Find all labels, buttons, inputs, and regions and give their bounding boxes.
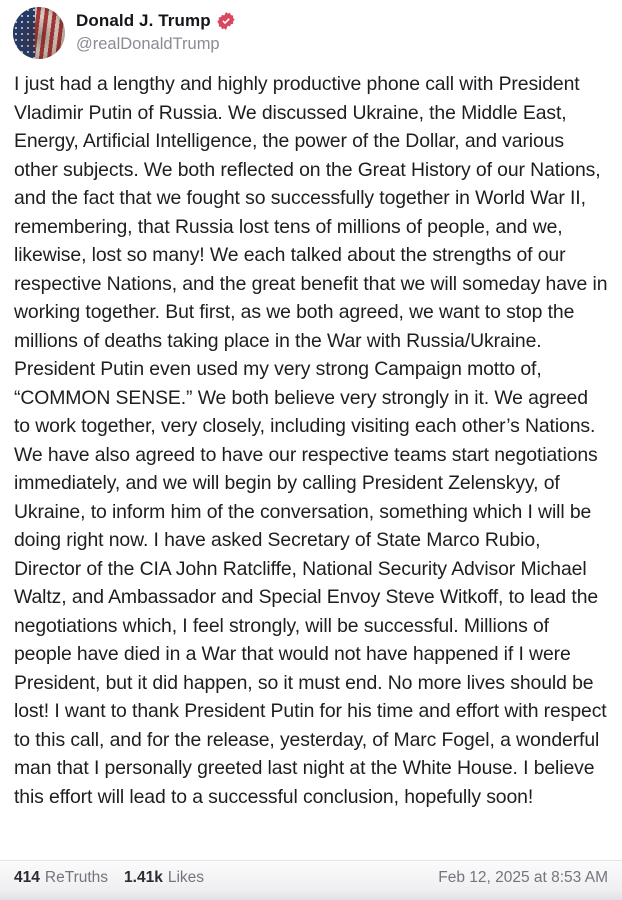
post-timestamp[interactable]: Feb 12, 2025 at 8:53 AM: [438, 868, 608, 886]
retruths-stat[interactable]: [14, 869, 108, 887]
author-display-name[interactable]: Donald J. Trump: [76, 11, 211, 30]
retruths-label: ReTruths: [44, 868, 109, 886]
author-handle[interactable]: @realDonaldTrump: [76, 35, 220, 53]
retruths-count: 414: [14, 868, 40, 886]
author-name-row: [76, 11, 235, 31]
likes-count: 1.41k: [124, 868, 163, 886]
author-info: [76, 7, 235, 54]
post-stats: [14, 869, 204, 887]
verified-seal-icon: [217, 12, 235, 30]
likes-label: Likes: [167, 868, 205, 886]
post-header: [0, 0, 622, 59]
post-body-text: I just had a lengthy and highly productive phone call with President Vladimir Putin of Russia. We discussed Ukraine, the Middle East, Energy, Artificial Intelligence, the power of the Dollar, and various other subjects. We both reflected on the Great History of our Nations, and the fact that we fought so successfully together in World War II, remembering, that Russia lost tens of millions of people, and we, likewise, lost so many! We each talked about the strengths of our respective Nations, and the great benefit that we will someday have in working together. But first, as we both agreed, we want to stop the millions of deaths taking place in the War with Russia/Ukraine. President Putin even used my very strong Campaign motto of, “COMMON SENSE.” We both believe very strongly in it. We agreed to work together, very closely, including visiting each other’s Nations. We have also agreed to have our respective teams start negotiations immediately, and we will begin by calling President Zelenskyy, of Ukraine, to inform him of the conversation, something which I will be doing right now. I have asked Secretary of State Marco Rubio, Director of the CIA John Ratcliffe, National Security Advisor Michael Waltz, and Ambassador and Special Envoy Steve Witkoff, to lead the negotiations which, I feel strongly, will be successful. Millions of people have died in a War that would not have happened if I were President, but it did happen, so it must end. No more lives should be lost! I want to thank President Putin for his time and effort with respect to this call, and for the release, yesterday, of Marc Fogel, a wonderful man that I personally greeted last night at the White House. I believe this effort will lead to a successful conclusion, hopefully soon!: [14, 73, 613, 808]
post-footer-bar: [0, 860, 622, 900]
profile-avatar[interactable]: [13, 7, 65, 59]
likes-stat[interactable]: [124, 869, 204, 887]
